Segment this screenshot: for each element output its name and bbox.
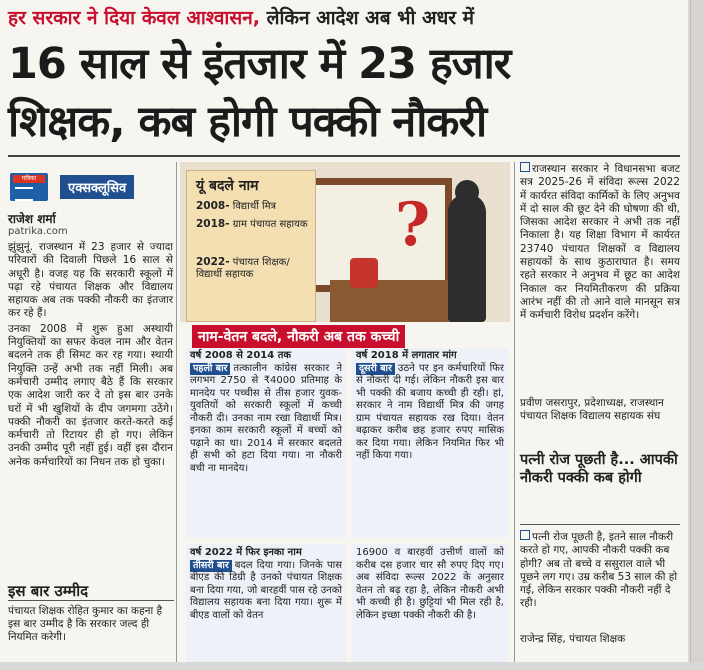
kicker-rest: लेकिन आदेश अब भी अधर में [266, 7, 474, 29]
right-paragraph-2: पत्नी रोज पूछती है, इतने साल नौकरी करते हो गए, आपकी नौकरी पक्की कब होगी? अब तो बच्चे व ससुराल वाले भी पूछने लग गए। उम्र करीब 53 साल की हो गई, लेकिन सरकार पक्की नौकरी नहीं दे रही। [520, 531, 678, 610]
right-rule [520, 524, 680, 525]
left-paragraph-2: उनका 2008 में शुरू हुआ अस्थायी नियुक्तियों का सफर केवल नाम और वेतन बदलने तक ही सिमट कर रह गया। स्थायी नियुक्ति उन्हें अभी तक नहीं मिली। अब कर्मचारी उम्मीद लगाए बैठे हैं कि सरकार एक आदेश जारी कर दे तो इस बार उनके घरों में भी खुशियों के दीप जगमगा उठेंगे। पक्की नौकरी का इंतजार करते-करते कई कर्मचारी तो रिटायर ही हो गए। लेकिन उनकी उम्मीद पूरी नहीं हुई। वहीं इस दौरान अनेक कर्मचारियों का निधन तक हो चुका। [8, 322, 173, 468]
author-name: राजेश शर्मा [8, 212, 56, 226]
square-bullet-icon [520, 530, 530, 540]
name-box-title: यूं बदले नाम [196, 178, 259, 194]
left-subheading: इस बार उम्मीद [8, 582, 89, 600]
left-quote: पंचायत शिक्षक रोहित कुमार का कहना है इस बार उम्मीद है कि सरकार जल्द ही नियमित करेगी। [8, 605, 163, 643]
column-divider-right [514, 162, 515, 662]
column-divider-left [176, 162, 177, 662]
chair [350, 258, 378, 288]
kicker-red: हर सरकार ने दिया केवल आश्वासन, [8, 7, 260, 29]
right-signature: राजेन्द्र सिंह, पंचायत शिक्षक [520, 633, 626, 645]
square-bullet-icon [520, 162, 530, 172]
kicker [8, 4, 474, 30]
headline-line-1: 16 साल से इंतजार में 23 हजार [8, 39, 511, 89]
headline-line-2: शिक्षक, कब होगी पक्की नौकरी [8, 97, 487, 147]
source-website: patrika.com [8, 226, 68, 237]
left-subheading-rule [8, 600, 174, 601]
left-paragraph-1: झुंझुनूं. राजस्थान में 23 हजार से ज्यादा परिवारों की दिवाली पिछले 16 साल से अधूरी है। वजह यह कि सरकारी स्कूलों में पढ़ा रहे पंचायत शिक्षक और विद्यालय सहायक अब तक पक्की नौकरी का इंतजार कर रहे हैं। [8, 241, 173, 320]
feature-box-4-text: 16900 व बारहवीं उत्तीर्ण वालों को करीब दस हजार चार सौ रुपए दिए गए। अब संविदा रूल्स 2022 के अनुसार वेतन तो बढ़ रहा है, लेकिन नौकरी अभी भी कच्ची ही है। छुट्टियां भी मिल रही है, लेकिन इच्छा पक्की नौकरी की है। [356, 547, 504, 621]
teacher-figure [448, 194, 486, 322]
right-paragraph: राजस्थान सरकार ने विधानसभा बजट सत्र 2025-26 में संविदा रूल्स 2022 में कार्यरत संविदा कार्मिकों के लिए अनुभव में दो साल की छूट देने की घोषणा की थी, जिसका आदेश सरकार ने अभी तक नहीं निकाला है। यह शिक्षा विभाग में कार्यरत 23740 पंचायत शिक्षकों व विद्यालय सहायकों के साथ कुठाराघात है। समय रहते सरकार ने अनुभव में छूट का आदेश निकाल कर नियमितीकरण की प्रक्रिया आरंभ नहीं की तो आने वाले मानसून सत्र में कर्मचारी विरोध प्रदर्शन करेंगे। [520, 163, 680, 322]
feature-box-1-text: वर्ष 2008 से 2014 तक पहली बार तत्कालीन कांग्रेस सरकार ने लगभग 2750 से ₹4000 प्रतिमाह के मानदेय पर पच्चीस से तीस हजार युवक-युवतियों को सरकारी स्कूलों में कच्ची नौकरी दी। उनका नाम रखा विद्यार्थी मित्र। इनका काम सरकारी स्कूलों में बच्चों को पढ़ाने का था। 2014 में सरकार बदलते ही सभी को हटा दिया गया। ना नौकरी बची ना मानदेय। [190, 350, 342, 474]
patrika-logo [10, 173, 48, 201]
feature-box-2-text: वर्ष 2018 में लगातार मांग दूसरी बार उठने पर इन कर्मचारियों फिर से नौकरी दी गई। लेकिन नौकरी इस बार भी पक्की की बजाय कच्ची ही रही। हां, सरकार ने नाम विद्यार्थी मित्र की जगह ग्राम पंचायत सहायक रख दिया। वेतन बढ़ाकर करीब छह हजार रुपए मासिक कर दिया गया। लेकिन नियमित फिर भी नहीं किया गया। [356, 350, 504, 461]
name-box-item: 2022- पंचायत शिक्षक/विद्यार्थी सहायक [196, 256, 290, 280]
question-mark-icon: ? [395, 190, 431, 260]
name-box-item: 2018- ग्राम पंचायत सहायक [196, 218, 308, 230]
feature-box-3-text: वर्ष 2022 में फिर इनका नाम तीसरी बार बदल दिया गया। जिनके पास बीएड की डिग्री है उनको पंचायत शिक्षक बना दिया गया, जो बारहवीं पास रहे उनको विद्यालय सहायक बना दिया गया। शुरू में बीएड वालों को वेतन [190, 547, 342, 621]
logo-text: पत्रिका [13, 175, 45, 183]
headline-rule [8, 155, 680, 157]
right-attribution: प्रवीण जसरापुर, प्रदेशाध्यक्ष, राजस्थान पंचायत शिक्षक विद्यालय सहायक संघ [520, 397, 664, 422]
bottom-strip [0, 662, 704, 670]
logo-bars [15, 187, 33, 201]
right-body [520, 162, 680, 324]
exclusive-badge: एक्सक्लूसिव [60, 175, 134, 199]
page-edge [690, 0, 704, 670]
left-body [8, 241, 173, 471]
right-subheading: पत्नी रोज पूछती है... आपकी नौकरी पक्की कब होगी [520, 452, 678, 486]
name-box-item: 2008- विद्यार्थी मित्र [196, 200, 277, 212]
feature-headline: नाम-वेतन बदले, नौकरी अब तक कच्ची [192, 325, 405, 348]
right-body-2 [520, 530, 680, 611]
